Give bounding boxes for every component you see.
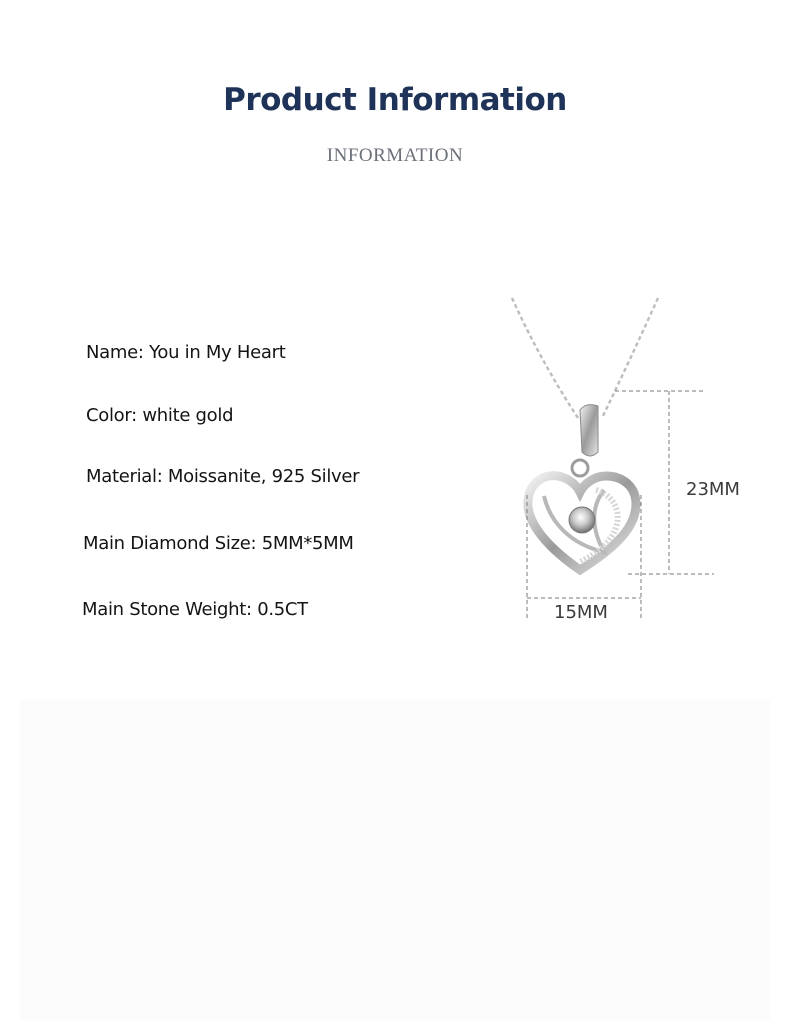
pendant-necklace-image bbox=[500, 290, 770, 630]
page-title: Product Information bbox=[223, 82, 567, 118]
bail bbox=[580, 405, 598, 456]
spec-main-stone-weight: Main Stone Weight: 0.5CT bbox=[82, 599, 308, 620]
blank-panel bbox=[20, 700, 770, 1020]
height-dimension-label: 23MM bbox=[686, 479, 740, 500]
page-subtitle: INFORMATION bbox=[326, 145, 464, 166]
spec-name: Name: You in My Heart bbox=[86, 342, 286, 363]
chain-left bbox=[512, 298, 578, 418]
spec-color: Color: white gold bbox=[86, 405, 234, 426]
center-stone bbox=[569, 507, 595, 533]
width-dimension-label: 15MM bbox=[554, 602, 608, 623]
spec-material: Material: Moissanite, 925 Silver bbox=[86, 466, 360, 487]
chain-right bbox=[602, 298, 658, 418]
jump-ring bbox=[572, 460, 588, 476]
spec-main-diamond-size: Main Diamond Size: 5MM*5MM bbox=[83, 533, 354, 554]
